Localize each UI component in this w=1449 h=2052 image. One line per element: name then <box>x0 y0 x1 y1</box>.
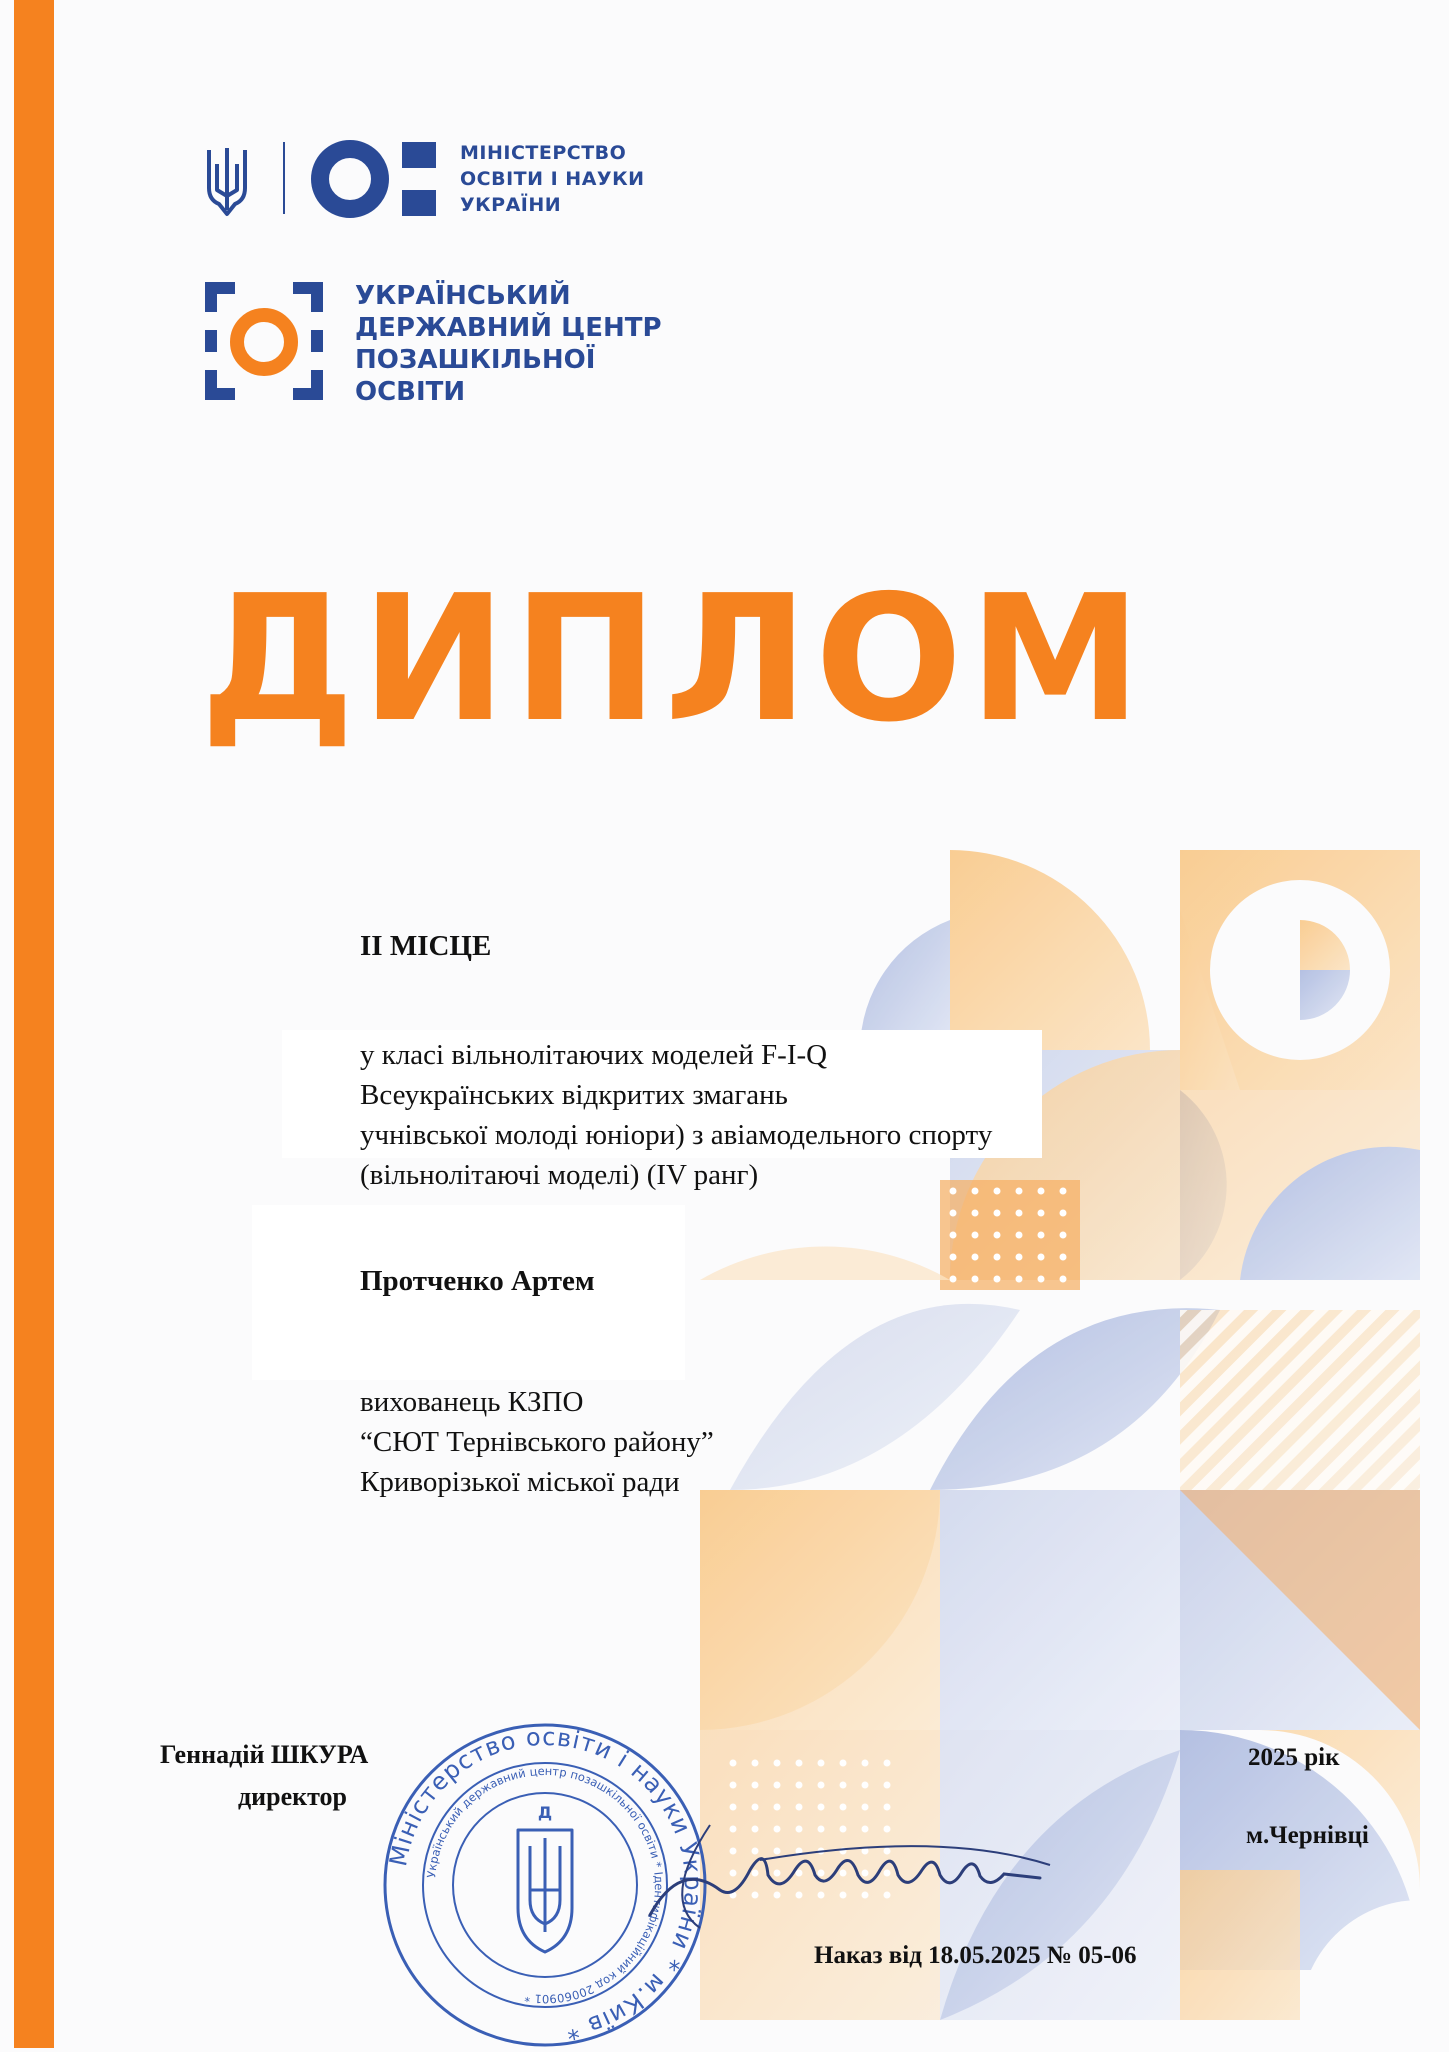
signer-name: Геннадій ШКУРА <box>160 1740 369 1769</box>
diploma-title: ДИПЛОМ <box>200 558 1148 761</box>
recipient-name: Протченко Артем <box>360 1265 595 1297</box>
ministry-oh-icon <box>310 138 440 220</box>
center-name: УКРАЇНСЬКИЙ ДЕРЖАВНИЙ ЦЕНТР ПОЗАШКІЛЬНОЇ ОСВІТИ <box>355 281 662 407</box>
recipient-affiliation: вихованець КЗПО “СЮТ Тернівського району” Криворізької міської ради <box>360 1386 714 1498</box>
competition-category: у класі вільнолітаючих моделей F-I-Q Всеукраїнських відкритих змагань учнівської молоді юніори) з авіамодельного спорту (вільнолітаючі моделі) (IV ранг) <box>360 1039 993 1191</box>
signature <box>640 1820 1060 1930</box>
svg-text:Український державний центр по: Український державний центр позашкільної освіти * Ідентифікаційний код 20060901 * <box>424 1763 667 2007</box>
stamp-trident-icon <box>518 1830 572 1952</box>
logo-divider <box>283 142 285 214</box>
issue-city: м.Чернівці <box>1246 1822 1369 1849</box>
ministry-logo <box>205 138 665 228</box>
signer-position: директор <box>238 1782 348 1811</box>
center-logo <box>205 280 705 410</box>
trident-icon <box>205 144 249 218</box>
ministry-name: МІНІСТЕРСТВО ОСВІТИ І НАУКИ УКРАЇНИ <box>460 142 645 216</box>
issue-year: 2025 рік <box>1248 1744 1340 1771</box>
svg-text:Д: Д <box>537 1803 553 1822</box>
svg-text:Міністерство освіти і науки Ук: Міністерство освіти і науки України * м.Київ * <box>384 1722 708 2046</box>
orange-side-band <box>14 0 54 2048</box>
place-label: II МІСЦЕ <box>360 930 492 962</box>
order-reference: Наказ від 18.05.2025 № 05-06 <box>814 1942 1137 1969</box>
center-frame-icon <box>205 282 323 400</box>
